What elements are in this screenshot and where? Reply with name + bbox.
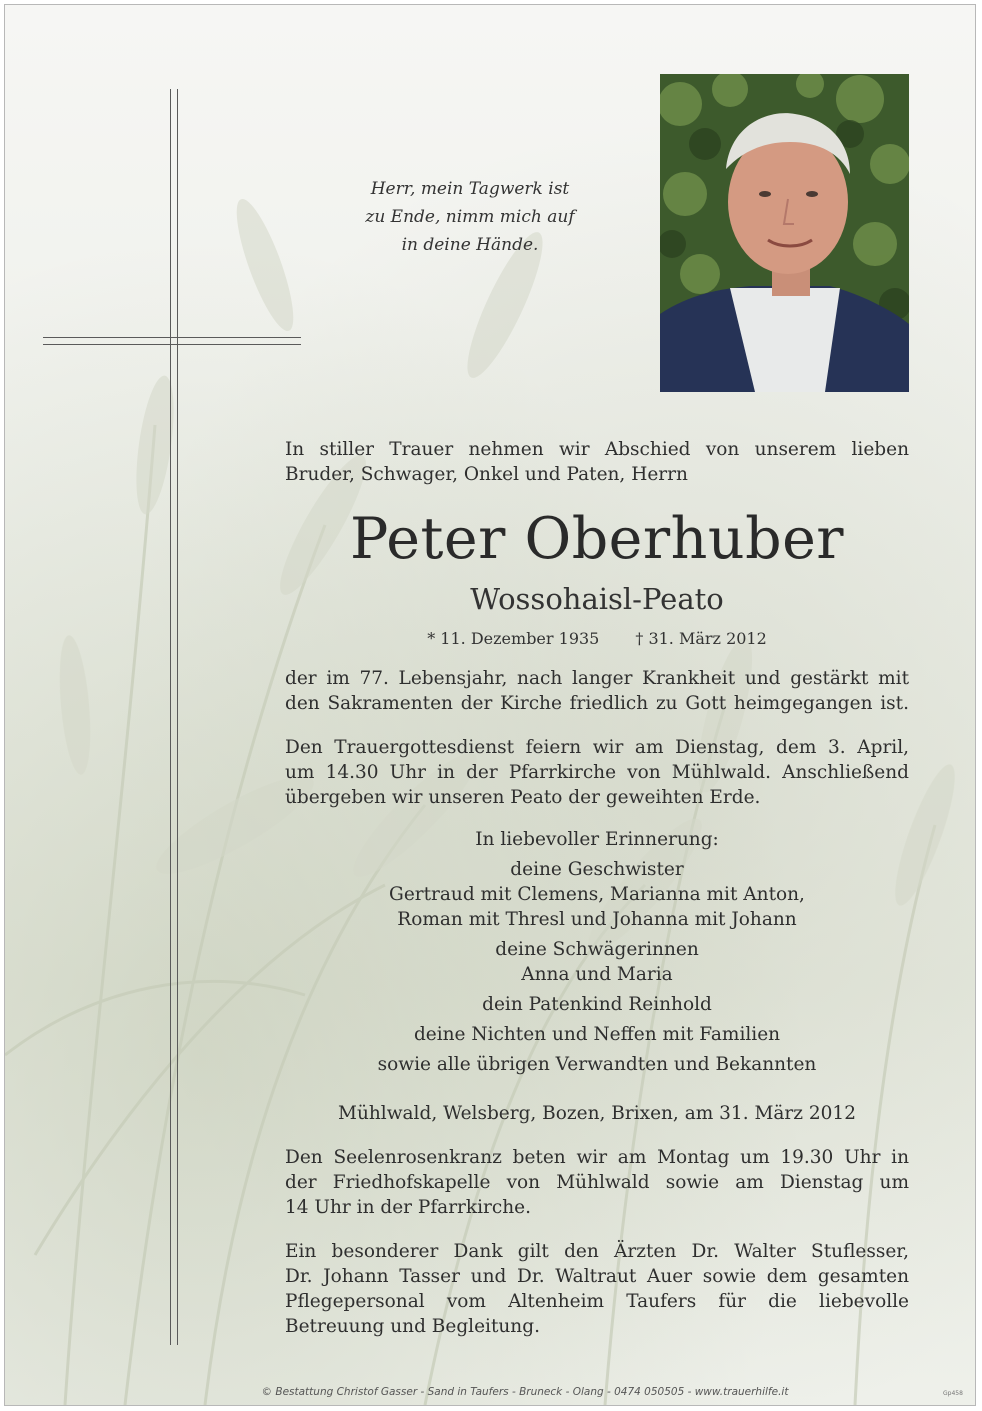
siblings-label: deine Geschwister: [510, 859, 684, 880]
death-text: [285, 666, 909, 716]
cross-horizontal-line: [43, 344, 301, 345]
rosary-line: der Friedhofskapelle von Mühlwald sowie am Dienstag um: [285, 1172, 909, 1193]
thanks-line: Dr. Johann Tasser und Dr. Waltraut Auer sowie dem gesamten: [285, 1266, 909, 1287]
service-text-line: um 14.30 Uhr in der Pfarrkirche von Mühlwald. Anschließend: [285, 762, 909, 783]
rosary-line: 14 Uhr in der Pfarrkirche.: [285, 1197, 531, 1218]
cross-vertical-line: [170, 89, 171, 1345]
life-dates: [285, 629, 909, 649]
death-date: † 31. März 2012: [635, 629, 767, 648]
deceased-nickname: Wossohaisl-Peato: [470, 582, 724, 616]
cross-vertical-line: [177, 89, 178, 1345]
birth-date: * 11. Dezember 1935: [427, 629, 600, 648]
remembrance-block: [285, 827, 909, 1077]
death-text-line: der im 77. Lebensjahr, nach langer Krankheit und gestärkt mit: [285, 668, 909, 689]
sisters-in-law-label: deine Schwägerinnen: [495, 939, 699, 960]
footer-credit: © Bestattung Christof Gasser - Sand in Taufers - Bruneck - Olang - 0474 050505 - www.trauerhilfe.it: [261, 1386, 789, 1398]
intro-line: In stiller Trauer nehmen wir Abschied von unserem lieben: [285, 439, 909, 460]
death-text-line: den Sakramenten der Kirche friedlich zu Gott heimgegangen ist.: [285, 693, 909, 714]
others-line: sowie alle übrigen Verwandten und Bekannten: [377, 1054, 817, 1075]
intro-text-end: [285, 462, 909, 487]
nieces-line: deine Nichten und Neffen mit Familien: [413, 1024, 781, 1045]
rosary-text: [285, 1145, 909, 1220]
portrait-photo: [660, 74, 909, 392]
intro-line: Bruder, Schwager, Onkel und Paten, Herrn: [285, 464, 688, 485]
verse: [335, 175, 605, 259]
thanks-line: Ein besonderer Dank gilt den Ärzten Dr. Walter Stuflesser,: [285, 1241, 909, 1262]
siblings-line: Gertraud mit Clemens, Marianna mit Anton,: [389, 884, 805, 905]
thanks-text: [285, 1239, 909, 1339]
service-text-line: übergeben wir unseren Peato der geweihten Erde.: [285, 787, 761, 808]
siblings-line: Roman mit Thresl und Johanna mit Johann: [397, 909, 797, 930]
rosary-line: Den Seelenrosenkranz beten wir am Montag um 19.30 Uhr in: [285, 1147, 909, 1168]
sisters-in-law: Anna und Maria: [521, 964, 673, 985]
obituary-card: [4, 4, 976, 1406]
place-date: Mühlwald, Welsberg, Bozen, Brixen, am 31. März 2012: [338, 1103, 856, 1124]
verse-line: zu Ende, nimm mich auf: [365, 207, 575, 227]
service-text: [285, 735, 909, 810]
intro-text: [285, 437, 909, 462]
document-code: Gp458: [943, 1390, 963, 1397]
thanks-line: Betreuung und Begleitung.: [285, 1316, 540, 1337]
verse-line: in deine Hände.: [401, 235, 539, 255]
remembrance-heading: In liebevoller Erinnerung:: [475, 829, 719, 850]
deceased-name: Peter Oberhuber: [349, 506, 845, 572]
godchild-line: dein Patenkind Reinhold: [482, 994, 712, 1015]
verse-line: Herr, mein Tagwerk ist: [370, 179, 570, 199]
thanks-line: Pflegepersonal vom Altenheim Taufers für die liebevolle: [285, 1291, 909, 1312]
service-text-line: Den Trauergottesdienst feiern wir am Dienstag, dem 3. April,: [285, 737, 909, 758]
cross-horizontal-line: [43, 337, 301, 338]
